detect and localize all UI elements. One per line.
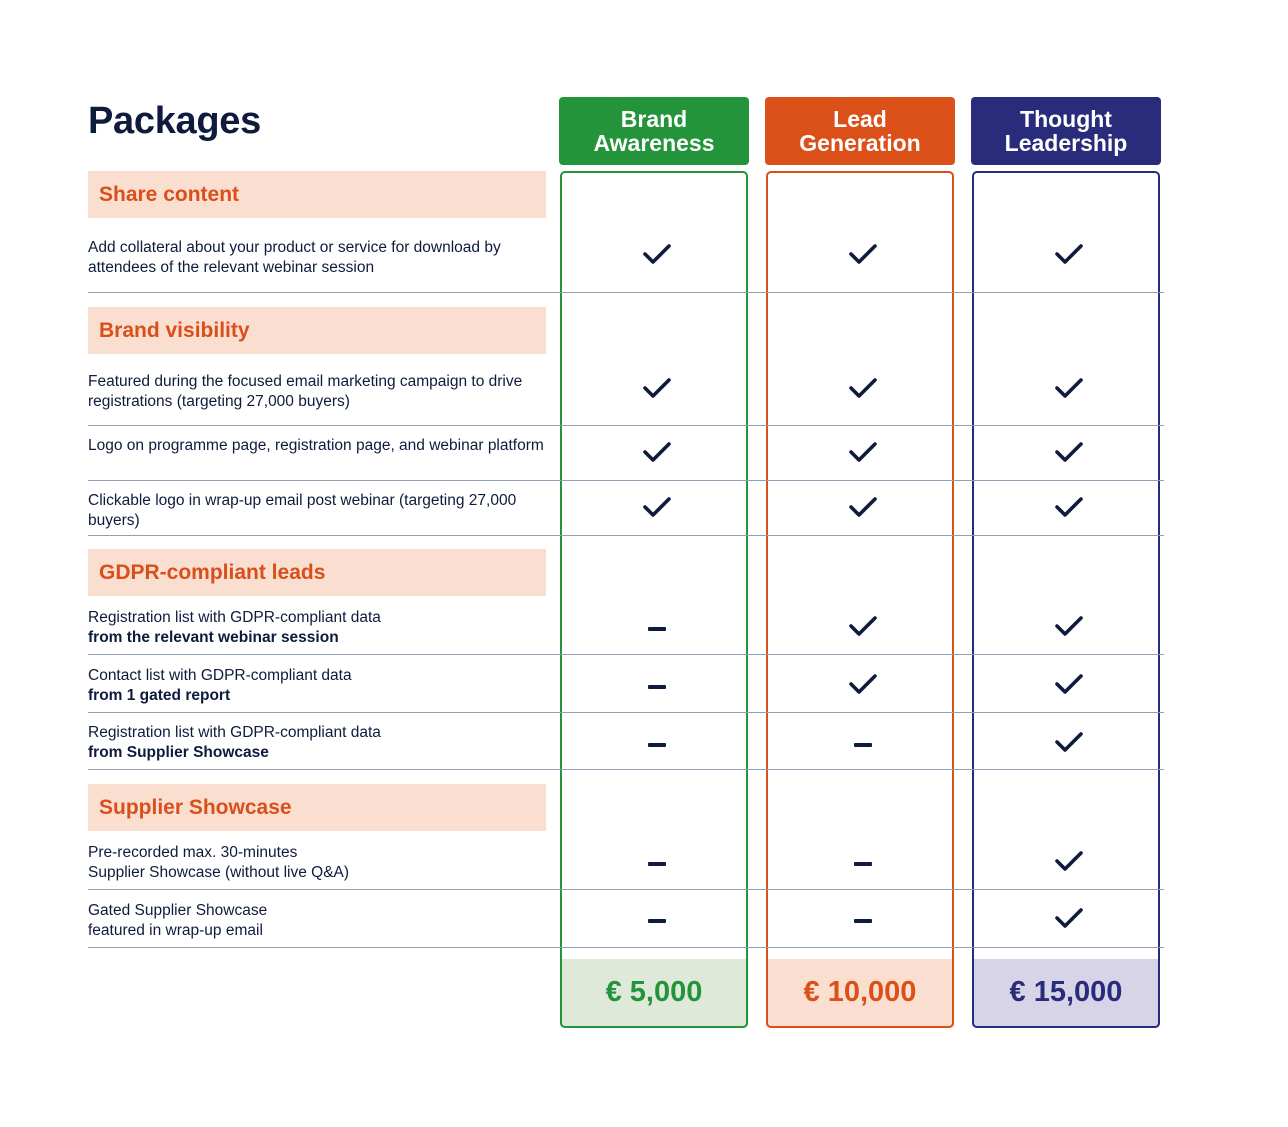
check-icon bbox=[848, 439, 878, 465]
dash-icon bbox=[854, 919, 872, 923]
dash-icon bbox=[648, 743, 666, 747]
row-divider bbox=[88, 292, 1164, 293]
feature-row-label bbox=[88, 666, 550, 705]
dash-icon bbox=[648, 862, 666, 866]
section-header-brand-visibility: Brand visibility bbox=[88, 307, 546, 354]
package-column-brand-awareness bbox=[560, 171, 748, 1028]
price-thought-leadership: € 15,000 bbox=[972, 959, 1160, 1028]
feature-row-label bbox=[88, 238, 550, 277]
feature-description: Featured during the focused email marketing campaign to drive registrations (targeting 27,000 buyers) bbox=[88, 373, 523, 410]
check-icon bbox=[848, 241, 878, 267]
feature-description: Contact list with GDPR-compliant data bbox=[88, 667, 352, 684]
section-header-share-content: Share content bbox=[88, 171, 546, 218]
package-header-lead-generation: Lead Generation bbox=[765, 97, 955, 165]
dash-icon bbox=[648, 627, 666, 631]
package-header-brand-awareness: Brand Awareness bbox=[559, 97, 749, 165]
price-lead-generation: € 10,000 bbox=[766, 959, 954, 1028]
row-divider bbox=[88, 769, 1164, 770]
check-icon bbox=[1054, 729, 1084, 755]
dash-icon bbox=[648, 919, 666, 923]
package-header-thought-leadership: Thought Leadership bbox=[971, 97, 1161, 165]
feature-row-label bbox=[88, 372, 546, 411]
dash-icon bbox=[854, 743, 872, 747]
feature-row-label bbox=[88, 843, 550, 882]
check-icon bbox=[848, 375, 878, 401]
feature-row-label bbox=[88, 723, 550, 762]
feature-description: Registration list with GDPR-compliant data bbox=[88, 724, 381, 741]
row-divider bbox=[88, 654, 1164, 655]
check-icon bbox=[1054, 375, 1084, 401]
feature-row-label bbox=[88, 491, 543, 530]
section-header-gdpr-leads: GDPR-compliant leads bbox=[88, 549, 546, 596]
feature-row-label bbox=[88, 436, 550, 456]
feature-description: Registration list with GDPR-compliant data bbox=[88, 609, 381, 626]
check-icon bbox=[642, 439, 672, 465]
feature-row-label bbox=[88, 901, 550, 940]
feature-description: Clickable logo in wrap-up email post webinar (targeting 27,000 buyers) bbox=[88, 492, 517, 529]
feature-description: Gated Supplier Showcase featured in wrap-up email bbox=[88, 902, 268, 939]
check-icon bbox=[848, 613, 878, 639]
check-icon bbox=[642, 494, 672, 520]
check-icon bbox=[642, 241, 672, 267]
package-column-thought-leadership bbox=[972, 171, 1160, 1028]
row-divider bbox=[88, 947, 1164, 948]
feature-emphasis: from Supplier Showcase bbox=[88, 743, 269, 761]
feature-emphasis: from 1 gated report bbox=[88, 686, 231, 704]
feature-description: Add collateral about your product or service for download by attendees of the relevant webinar session bbox=[88, 239, 501, 276]
row-divider bbox=[88, 712, 1164, 713]
feature-description: Logo on programme page, registration page, and webinar platform bbox=[88, 437, 544, 454]
row-divider bbox=[88, 425, 1164, 426]
check-icon bbox=[1054, 848, 1084, 874]
dash-icon bbox=[854, 862, 872, 866]
row-divider bbox=[88, 889, 1164, 890]
feature-emphasis: from the relevant webinar session bbox=[88, 628, 339, 646]
check-icon bbox=[848, 671, 878, 697]
section-header-supplier-showcase: Supplier Showcase bbox=[88, 784, 546, 831]
check-icon bbox=[848, 494, 878, 520]
check-icon bbox=[1054, 613, 1084, 639]
price-brand-awareness: € 5,000 bbox=[560, 959, 748, 1028]
check-icon bbox=[1054, 439, 1084, 465]
check-icon bbox=[1054, 905, 1084, 931]
row-divider bbox=[88, 480, 1164, 481]
check-icon bbox=[1054, 494, 1084, 520]
page-title: Packages bbox=[88, 100, 261, 142]
check-icon bbox=[1054, 241, 1084, 267]
feature-row-label bbox=[88, 608, 550, 647]
dash-icon bbox=[648, 685, 666, 689]
feature-description: Pre-recorded max. 30-minutes Supplier Showcase (without live Q&A) bbox=[88, 844, 350, 881]
check-icon bbox=[1054, 671, 1084, 697]
row-divider bbox=[88, 535, 1164, 536]
package-column-lead-generation bbox=[766, 171, 954, 1028]
check-icon bbox=[642, 375, 672, 401]
